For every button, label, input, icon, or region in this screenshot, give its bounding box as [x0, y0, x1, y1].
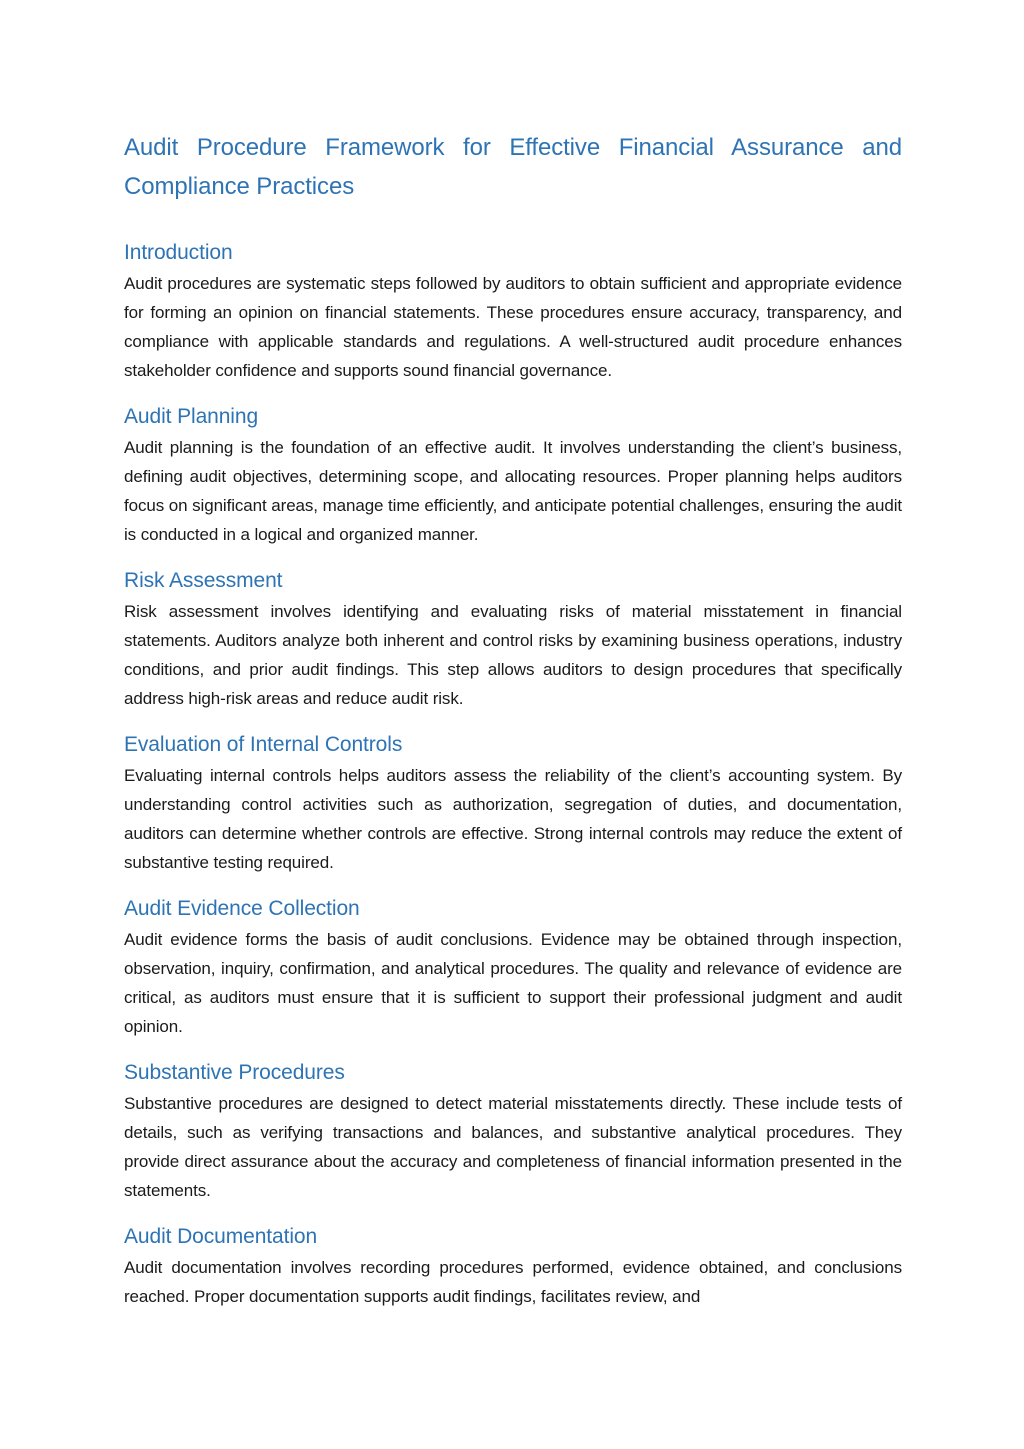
section-body: Audit procedures are systematic steps followed by auditors to obtain sufficient and appropriate evidence for forming an opinion on financial statements. These procedures ensure accuracy, transparency, and compliance with applicable standards and regulations. A well-structured audit procedure enhances stakeholder confidence and supports sound financial governance.: [124, 274, 902, 380]
section-heading: Audit Documentation: [124, 1225, 318, 1248]
section-body: Audit evidence forms the basis of audit conclusions. Evidence may be obtained through inspection, observation, inquiry, confirmation, and analytical procedures. The quality and relevance of evidence are critical, as auditors must ensure that it is sufficient to support their professional judgment and audit opinion.: [124, 930, 902, 1036]
document-page: [124, 128, 902, 1327]
section-heading: Introduction: [124, 241, 233, 264]
section-body: Substantive procedures are designed to detect material misstatements directly. These include tests of details, such as verifying transactions and balances, and substantive analytical procedures. They provide direct assurance about the accuracy and completeness of financial information presented in the statements.: [124, 1094, 902, 1200]
section-risk-assessment: [124, 565, 902, 713]
section-body: Audit planning is the foundation of an effective audit. It involves understanding the client’s business, defining audit objectives, determining scope, and allocating resources. Proper planning helps auditors focus on significant areas, manage time efficiently, and anticipate potential challenges, ensuring the audit is conducted in a logical and organized manner.: [124, 438, 902, 544]
section-substantive-procedures: [124, 1057, 902, 1205]
section-heading: Evaluation of Internal Controls: [124, 733, 403, 756]
section-body: Evaluating internal controls helps auditors assess the reliability of the client’s accounting system. By understanding control activities such as authorization, segregation of duties, and documentation, auditors can determine whether controls are effective. Strong internal controls may reduce the extent of substantive testing required.: [124, 766, 902, 872]
document-sections: [124, 237, 902, 1311]
section-heading: Risk Assessment: [124, 569, 283, 592]
section-heading: Substantive Procedures: [124, 1061, 345, 1084]
document-title: Audit Procedure Framework for Effective Financial Assurance and Compliance Practices: [124, 134, 902, 200]
section-heading: Audit Evidence Collection: [124, 897, 360, 920]
section-body: Audit documentation involves recording procedures performed, evidence obtained, and conclusions reached. Proper documentation supports audit findings, facilitates review, and: [124, 1258, 902, 1306]
section-audit-planning: [124, 401, 902, 549]
section-heading: Audit Planning: [124, 405, 259, 428]
section-internal-controls: [124, 729, 902, 877]
section-audit-documentation: [124, 1221, 902, 1311]
section-evidence-collection: [124, 893, 902, 1041]
section-introduction: [124, 237, 902, 385]
section-body: Risk assessment involves identifying and evaluating risks of material misstatement in financial statements. Auditors analyze both inherent and control risks by examining business operations, industry conditions, and prior audit findings. This step allows auditors to design procedures that specifically address high-risk areas and reduce audit risk.: [124, 602, 902, 708]
